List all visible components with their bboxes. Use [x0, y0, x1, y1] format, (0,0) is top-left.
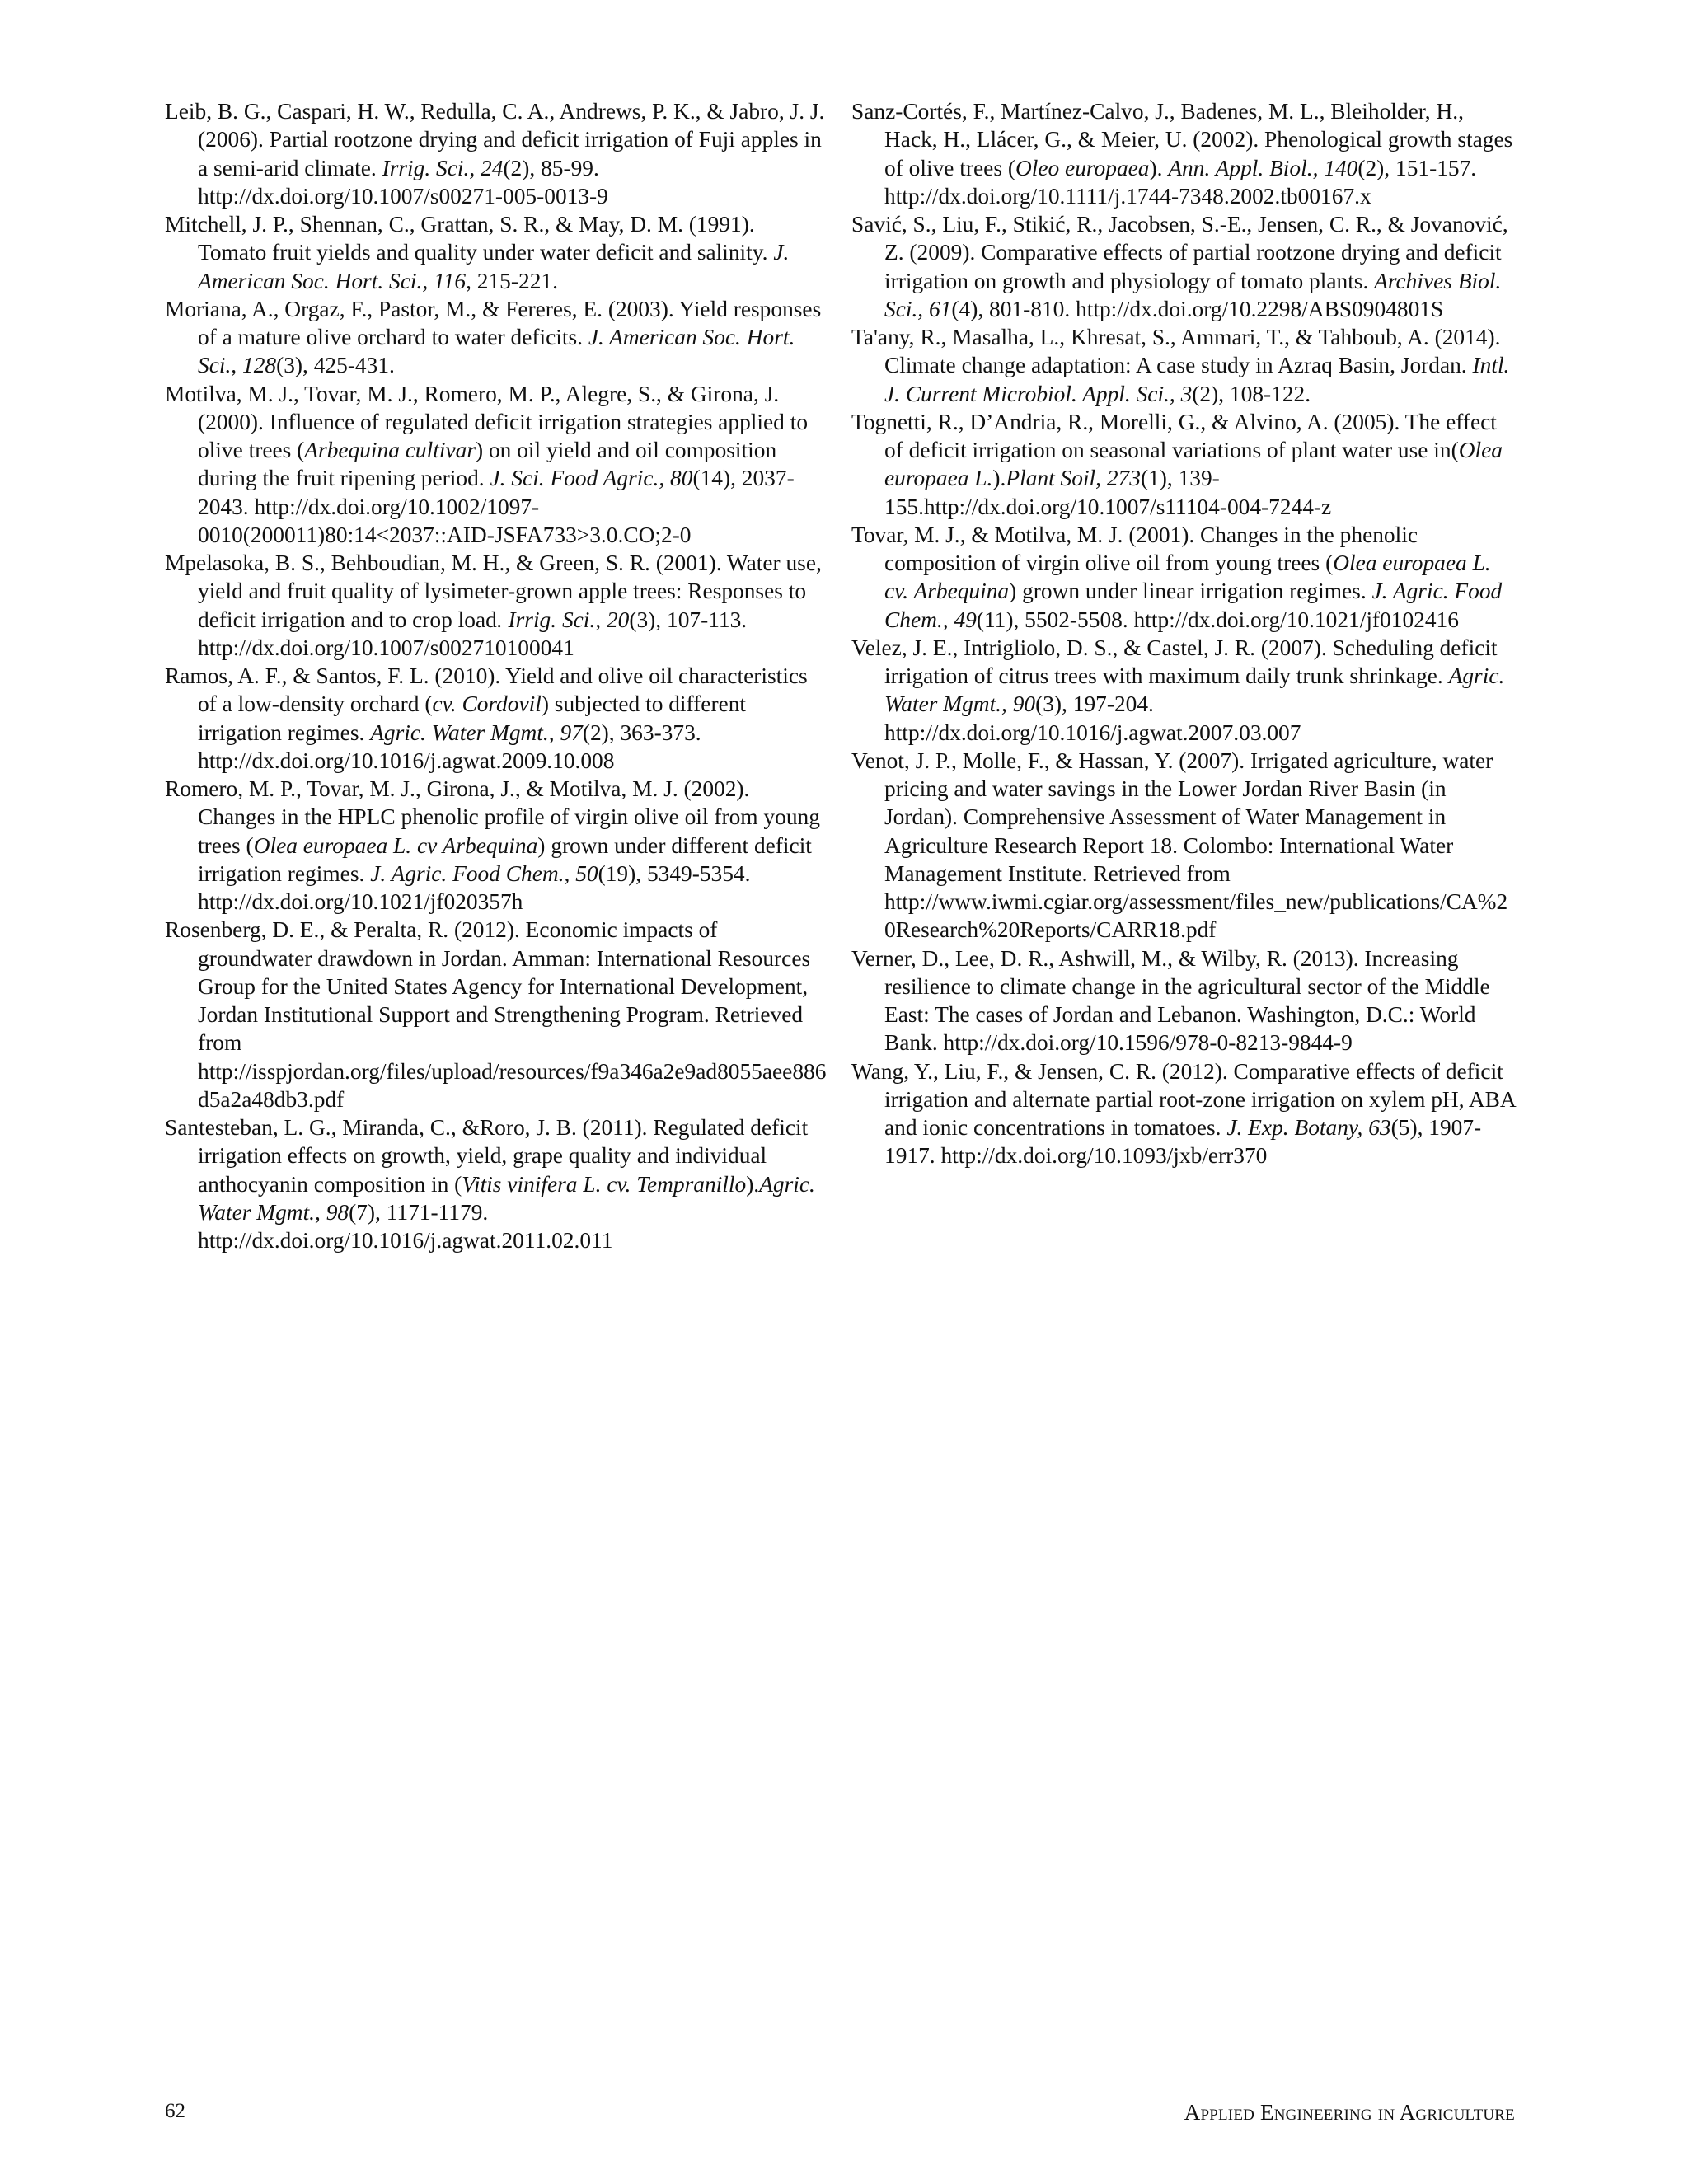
reference-text: (11), 5502-5508. http://dx.doi.org/10.1021/jf0102416	[976, 607, 1459, 632]
reference-text: Santesteban, L. G., Miranda, C., &Roro, J. B. (2011). Regulated deficit irrigation effects on growth, yield, grape quality and individual anthocyanin composition in (	[165, 1115, 809, 1197]
reference-text: Wang, Y., Liu, F., & Jensen, C. R. (2012). Comparative effects of deficit irrigation and alternate partial root-zone irrigation on xylem pH, ABA and ionic concentrations in tomatoes.	[851, 1058, 1516, 1140]
references-left-column	[165, 97, 827, 1254]
reference-text: Mpelasoka, B. S., Behboudian, M. H., & Green, S. R. (2001). Water use, yield and fruit quality of lysimeter-grown apple trees: Responses to deficit irrigation and to crop load	[165, 551, 822, 632]
reference-text: (2), 363-373. http://dx.doi.org/10.1016/j.agwat.2009.10.008	[198, 719, 701, 773]
reference-text: Motilva, M. J., Tovar, M. J., Romero, M. P., Alegre, S., & Girona, J. (2000). Influence of regulated deficit irrigation strategies applied to olive trees (	[165, 381, 809, 462]
reference-entry	[165, 662, 827, 775]
page-number: 62	[165, 2100, 185, 2122]
reference-text: (4), 801-810. http://dx.doi.org/10.2298/ABS0904801S	[951, 296, 1444, 321]
reference-text: Ta'any, R., Masalha, L., Khresat, S., Ammari, T., & Tahboub, A. (2014). Climate change adaptation: A case study in Azraq Basin, Jordan.	[851, 325, 1501, 378]
reference-italic-text: . Irrig. Sci., 20	[496, 607, 630, 632]
reference-italic-text: Agric. Water Mgmt., 90	[884, 663, 1505, 717]
reference-italic-text: Plant Soil, 273	[1006, 466, 1141, 491]
reference-text: Savić, S., Liu, F., Stikić, R., Jacobsen, S.-E., Jensen, C. R., & Jovanović, Z. (2009). Comparative effects of partial rootzone drying and deficit irrigation on growth and physiology of tomato plants.	[851, 212, 1508, 293]
reference-text: Venot, J. P., Molle, F., & Hassan, Y. (2007). Irrigated agriculture, water pricing and water savings in the Lower Jordan River Basin (in Jordan). Comprehensive Assessment of Water Management in Agriculture Research Report 18. Colombo: International Water Management Institute. Retrieved from http://www.iwmi.cgiar.org/assessment/files_new/publications/CA%20Research%20Reports/CARR18.pdf	[851, 748, 1508, 943]
reference-italic-text: J. American Soc. Hort. Sci., 128	[198, 325, 795, 378]
reference-italic-text: Agric. Water Mgmt., 98	[198, 1171, 815, 1225]
reference-text: Leib, B. G., Caspari, H. W., Redulla, C. A., Andrews, P. K., & Jabro, J. J. (2006). Partial rootzone drying and deficit irrigation of Fuji apples in a semi-arid climate.	[165, 99, 825, 180]
journal-name: Applied Engineering in Agriculture	[1184, 2100, 1515, 2125]
reference-italic-text: J. Agric. Food Chem., 50	[370, 860, 598, 886]
reference-text: Tovar, M. J., & Motilva, M. J. (2001). Changes in the phenolic composition of virgin olive oil from young trees (	[851, 522, 1418, 575]
reference-text: (1), 139-155.http://dx.doi.org/10.1007/s11104-004-7244-z	[884, 466, 1332, 519]
reference-entry	[851, 323, 1517, 408]
reference-text: Velez, J. E., Intrigliolo, D. S., & Castel, J. R. (2007). Scheduling deficit irrigation of citrus trees with maximum daily trunk shrinkage.	[851, 635, 1498, 688]
reference-text: Verner, D., Lee, D. R., Ashwill, M., & Wilby, R. (2013). Increasing resilience to climate change in the agricultural sector of the Middle East: The cases of Jordan and Lebanon. Washington, D.C.: World Bank. http://dx.doi.org/10.1596/978-0-8213-9844-9	[851, 945, 1490, 1056]
reference-text: ) on oil yield and oil composition during the fruit ripening period.	[198, 438, 777, 491]
reference-entry	[165, 295, 827, 380]
reference-italic-text: Ann. Appl. Biol., 140	[1168, 155, 1358, 180]
reference-text: (19), 5349-5354. http://dx.doi.org/10.1021/jf020357h	[198, 860, 751, 914]
reference-text: Tognetti, R., D’Andria, R., Morelli, G., & Alvino, A. (2005). The effect of deficit irrigation on seasonal variations of plant water use in(	[851, 409, 1497, 462]
reference-entry	[851, 944, 1517, 1057]
reference-entry	[851, 97, 1517, 210]
reference-text: (3), 107-113. http://dx.doi.org/10.1007/s002710100041	[198, 607, 748, 660]
reference-entry	[851, 521, 1517, 634]
reference-text: Romero, M. P., Tovar, M. J., Girona, J., & Motilva, M. J. (2002). Changes in the HPLC phenolic profile of virgin olive oil from young trees (	[165, 776, 820, 858]
reference-text: Sanz-Cortés, F., Martínez-Calvo, J., Badenes, M. L., Bleiholder, H., Hack, H., Llácer, G., & Meier, U. (2002). Phenological growth stages of olive trees (	[851, 99, 1513, 180]
reference-text: Ramos, A. F., & Santos, F. L. (2010). Yield and olive oil characteristics of a low-density orchard (	[165, 663, 808, 717]
reference-italic-text: Archives Biol. Sci., 61	[884, 268, 1502, 321]
reference-entry	[165, 210, 827, 295]
reference-entry	[165, 97, 827, 210]
reference-italic-text: Olea europaea L. cv. Arbequina	[884, 551, 1491, 604]
reference-italic-text: Irrig. Sci., 24	[382, 155, 504, 180]
reference-italic-text: J. Exp. Botany, 63	[1226, 1115, 1391, 1140]
reference-text: ).	[992, 466, 1006, 491]
reference-italic-text: J. Sci. Food Agric., 80	[490, 466, 693, 491]
reference-italic-text: Arbequina cultivar	[304, 438, 476, 462]
reference-text: (3), 425-431.	[276, 353, 395, 378]
reference-entry	[165, 916, 827, 1113]
reference-text: ) subjected to different irrigation regimes.	[198, 691, 747, 745]
reference-italic-text: Oleo europaea	[1015, 155, 1150, 180]
reference-entry	[165, 775, 827, 916]
reference-entry	[851, 210, 1517, 323]
references-right-column	[851, 97, 1517, 1170]
reference-italic-text: Vitis vinifera L. cv. Tempranillo	[462, 1171, 747, 1197]
reference-entry	[165, 1113, 827, 1254]
reference-text: (7), 1171-1179. http://dx.doi.org/10.1016/j.agwat.2011.02.011	[198, 1199, 613, 1253]
reference-text: (5), 1907-1917. http://dx.doi.org/10.1093/jxb/err370	[884, 1115, 1482, 1169]
reference-italic-text: Olea europaea L. cv Arbequina	[253, 832, 538, 858]
reference-entry	[851, 634, 1517, 747]
reference-italic-text: Agric. Water Mgmt., 97	[370, 719, 583, 745]
reference-text: ) grown under different deficit irrigation regimes.	[198, 832, 812, 886]
reference-italic-text: Intl. J. Current Microbiol. Appl. Sci., 3	[884, 353, 1510, 406]
reference-entry	[165, 549, 827, 662]
reference-text: Rosenberg, D. E., & Peralta, R. (2012). Economic impacts of groundwater drawdown in Jordan. Amman: International Resources Group for the United States Agency for International Development, Jordan Institutional Support and Strengthening Program. Retrieved from http://isspjordan.org/files/upload/resources/f9a346a2e9ad8055aee886d5a2a48db3.pdf	[165, 917, 827, 1112]
reference-text: (2), 151-157. http://dx.doi.org/10.1111/j.1744-7348.2002.tb00167.x	[884, 155, 1477, 209]
reference-entry	[851, 408, 1517, 521]
reference-text: (2), 108-122.	[1192, 381, 1311, 406]
reference-italic-text: J. American Soc. Hort. Sci., 116,	[198, 240, 790, 293]
reference-entry	[851, 747, 1517, 944]
reference-text: (14), 2037-2043. http://dx.doi.org/10.1002/1097-0010(200011)80:14<2037::AID-JSFA733>3.0.CO;2-0	[198, 466, 795, 547]
reference-text: Moriana, A., Orgaz, F., Pastor, M., & Fereres, E. (2003). Yield responses of a mature olive orchard to water deficits.	[165, 296, 822, 349]
reference-italic-text: Olea europaea L.	[884, 438, 1503, 491]
reference-text: (3), 197-204. http://dx.doi.org/10.1016/j.agwat.2007.03.007	[884, 691, 1301, 745]
reference-entry	[851, 1057, 1517, 1170]
reference-text: ).	[1149, 155, 1169, 180]
reference-entry	[165, 380, 827, 550]
reference-text: ).	[746, 1171, 760, 1197]
reference-italic-text: J. Agric. Food Chem., 49	[884, 579, 1503, 632]
reference-text: Mitchell, J. P., Shennan, C., Grattan, S. R., & May, D. M. (1991). Tomato fruit yields and quality under water deficit and salinity.	[165, 212, 774, 265]
reference-text: 215-221.	[471, 268, 558, 293]
reference-text: (2), 85-99. http://dx.doi.org/10.1007/s00271-005-0013-9	[198, 155, 608, 209]
reference-text: ) grown under linear irrigation regimes.	[1009, 579, 1372, 604]
reference-italic-text: cv. Cordovil	[432, 691, 542, 717]
